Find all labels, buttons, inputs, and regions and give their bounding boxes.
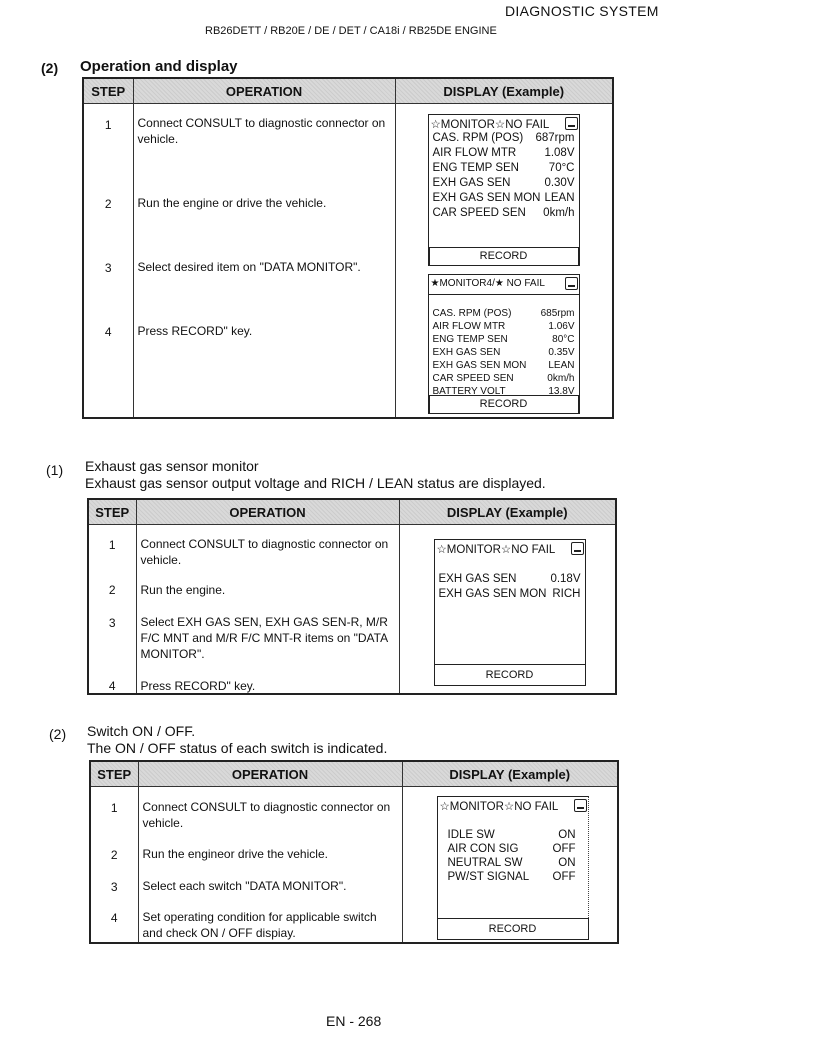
item-value: 0km/h bbox=[547, 373, 575, 384]
step-number: 4 bbox=[110, 911, 118, 925]
col-header-operation: OPERATION bbox=[138, 761, 402, 787]
monitor-header: ☆MONITOR☆NO FAIL bbox=[436, 544, 556, 556]
item-value: RICH bbox=[552, 588, 581, 600]
item-value: LEAN bbox=[544, 192, 575, 204]
monitor-header: ☆MONITOR☆NO FAIL bbox=[430, 119, 550, 131]
item-label: NEUTRAL SW bbox=[447, 857, 523, 869]
scroll-down-icon bbox=[565, 277, 578, 290]
col-header-display: DISPLAY (Example) bbox=[399, 499, 616, 525]
scroll-down-icon bbox=[571, 542, 584, 555]
monitor-row bbox=[448, 857, 576, 869]
step-number: 3 bbox=[108, 616, 116, 630]
item-value: OFF bbox=[552, 843, 576, 855]
item-label: EXH GAS SEN MON bbox=[438, 588, 547, 600]
step-instruction: Run the engine. bbox=[140, 583, 226, 597]
item-label: CAR SPEED SEN bbox=[432, 207, 526, 219]
page-number: EN - 268 bbox=[326, 1013, 382, 1029]
item-label: EXH GAS SEN bbox=[432, 347, 501, 358]
monitor-row bbox=[433, 147, 575, 159]
monitor-screen bbox=[428, 114, 580, 266]
monitor-row bbox=[433, 192, 575, 204]
step-instruction: Select each switch "DATA MONITOR". bbox=[142, 879, 347, 893]
operation-table bbox=[89, 760, 619, 944]
col-header-display: DISPLAY (Example) bbox=[402, 761, 618, 787]
col-header-operation: OPERATION bbox=[136, 499, 399, 525]
monitor-row bbox=[433, 373, 575, 384]
record-button[interactable]: RECORD bbox=[434, 664, 586, 686]
step-instruction: Set operating condition for applicable switch and check ON / OFF dispiay. bbox=[142, 910, 377, 940]
col-header-step: STEP bbox=[83, 78, 133, 104]
step-number: 3 bbox=[110, 880, 118, 894]
col-header-step: STEP bbox=[88, 499, 136, 525]
monitor-row bbox=[448, 871, 576, 883]
step-instruction: Press RECORD" key. bbox=[140, 679, 256, 693]
item-value: ON bbox=[558, 857, 576, 869]
item-label: AIR CON SIG bbox=[447, 843, 519, 855]
display-column bbox=[399, 525, 616, 694]
col-header-display: DISPLAY (Example) bbox=[395, 78, 613, 104]
item-label: EXH GAS SEN MON bbox=[432, 192, 541, 204]
monitor-screen bbox=[428, 274, 580, 414]
step-instruction: Run the engineor drive the vehicle. bbox=[142, 847, 328, 861]
item-value: 80°C bbox=[552, 334, 575, 345]
step-column bbox=[88, 525, 136, 694]
monitor-header: ★MONITOR4/★ NO FAIL bbox=[430, 278, 545, 289]
operation-column bbox=[138, 787, 402, 943]
monitor-screen bbox=[437, 796, 589, 940]
display-column bbox=[402, 787, 618, 943]
item-label: ENG TEMP SEN bbox=[432, 334, 508, 345]
item-value: 13.8V bbox=[548, 386, 575, 397]
step-number: 4 bbox=[104, 325, 112, 339]
step-number: 2 bbox=[104, 197, 112, 211]
step-number: 1 bbox=[104, 118, 112, 132]
item-label: AIR FLOW MTR bbox=[432, 147, 517, 159]
monitor-row bbox=[439, 573, 581, 585]
item-label: CAR SPEED SEN bbox=[432, 373, 514, 384]
item-label: CAS. RPM (POS) bbox=[432, 132, 524, 144]
item-value: 70°C bbox=[548, 162, 575, 174]
item-value: 0.30V bbox=[544, 177, 575, 189]
item-value: ON bbox=[558, 829, 576, 841]
monitor-row bbox=[433, 162, 575, 174]
item-label: EXH GAS SEN bbox=[432, 177, 511, 189]
step-instruction: Connect CONSULT to diagnostic connector on vehicle. bbox=[142, 800, 391, 830]
step-number: 3 bbox=[104, 261, 112, 275]
section-number: (2) bbox=[49, 726, 67, 742]
step-number: 2 bbox=[110, 848, 118, 862]
step-number: 1 bbox=[108, 538, 116, 552]
item-value: 1.06V bbox=[548, 321, 575, 332]
operation-column bbox=[136, 525, 399, 694]
header-engine-models: RB26DETT / RB20E / DE / DET / CA18i / RB25DE ENGINE bbox=[205, 25, 497, 37]
item-value: 1.08V bbox=[544, 147, 575, 159]
step-number: 4 bbox=[108, 679, 116, 693]
item-label: PW/ST SIGNAL bbox=[447, 871, 530, 883]
record-button[interactable]: RECORD bbox=[429, 395, 579, 414]
item-label: EXH GAS SEN MON bbox=[432, 360, 527, 371]
section-title: Exhaust gas sensor monitor bbox=[85, 458, 259, 474]
display-column bbox=[395, 104, 613, 418]
item-label: ENG TEMP SEN bbox=[432, 162, 519, 174]
header-system-title: DIAGNOSTIC SYSTEM bbox=[505, 3, 659, 19]
operation-table bbox=[82, 77, 614, 419]
step-instruction: Press RECORD" key. bbox=[137, 324, 253, 338]
section-title: Switch ON / OFF. bbox=[87, 723, 196, 739]
step-instruction: Connect CONSULT to diagnostic connector on vehicle. bbox=[140, 537, 389, 567]
scroll-down-icon bbox=[574, 799, 587, 812]
record-button[interactable]: RECORD bbox=[429, 247, 579, 266]
step-number: 2 bbox=[108, 583, 116, 597]
section-description: The ON / OFF status of each switch is indicated. bbox=[87, 740, 388, 756]
item-label: IDLE SW bbox=[447, 829, 495, 841]
step-instruction: Run the engine or drive the vehicle. bbox=[137, 196, 327, 210]
monitor-row bbox=[433, 347, 575, 358]
scroll-down-icon bbox=[565, 117, 578, 130]
section-description: Exhaust gas sensor output voltage and RICH / LEAN status are displayed. bbox=[85, 475, 546, 491]
section-title: Operation and display bbox=[80, 58, 238, 75]
section-number: (2) bbox=[41, 60, 59, 76]
step-instruction: Select desired item on "DATA MONITOR". bbox=[137, 260, 361, 274]
section-number: (1) bbox=[46, 462, 64, 478]
item-value: 0km/h bbox=[543, 207, 575, 219]
monitor-row bbox=[439, 588, 581, 600]
item-value: 0.35V bbox=[548, 347, 575, 358]
item-value: 0.18V bbox=[550, 573, 581, 585]
item-value: LEAN bbox=[548, 360, 575, 371]
col-header-operation: OPERATION bbox=[133, 78, 395, 104]
item-label: EXH GAS SEN bbox=[438, 573, 517, 585]
monitor-row bbox=[433, 308, 575, 319]
divider bbox=[429, 294, 579, 295]
monitor-row bbox=[448, 829, 576, 841]
operation-column bbox=[133, 104, 395, 418]
monitor-row bbox=[433, 360, 575, 371]
item-label: CAS. RPM (POS) bbox=[432, 308, 512, 319]
record-button[interactable]: RECORD bbox=[437, 918, 589, 940]
col-header-step: STEP bbox=[90, 761, 138, 787]
item-label: BATTERY VOLT bbox=[432, 386, 506, 397]
monitor-row bbox=[433, 177, 575, 189]
monitor-row bbox=[433, 334, 575, 345]
step-instruction: Connect CONSULT to diagnostic connector on vehicle. bbox=[137, 116, 386, 146]
monitor-header: ☆MONITOR☆NO FAIL bbox=[439, 801, 559, 813]
item-label: AIR FLOW MTR bbox=[432, 321, 506, 332]
step-column bbox=[90, 787, 138, 943]
item-value: 687rpm bbox=[535, 132, 575, 144]
item-value: 685rpm bbox=[540, 308, 575, 319]
monitor-row bbox=[433, 132, 575, 144]
monitor-row bbox=[448, 843, 576, 855]
step-column bbox=[83, 104, 133, 418]
operation-table bbox=[87, 498, 617, 695]
step-instruction: Select EXH GAS SEN, EXH GAS SEN-R, M/R F/C MNT and M/R F/C MNT-R items on "DATA MONITOR". bbox=[140, 615, 388, 661]
step-number: 1 bbox=[110, 801, 118, 815]
monitor-row bbox=[433, 321, 575, 332]
monitor-screen bbox=[434, 539, 586, 686]
item-value: OFF bbox=[552, 871, 576, 883]
monitor-row bbox=[433, 207, 575, 219]
